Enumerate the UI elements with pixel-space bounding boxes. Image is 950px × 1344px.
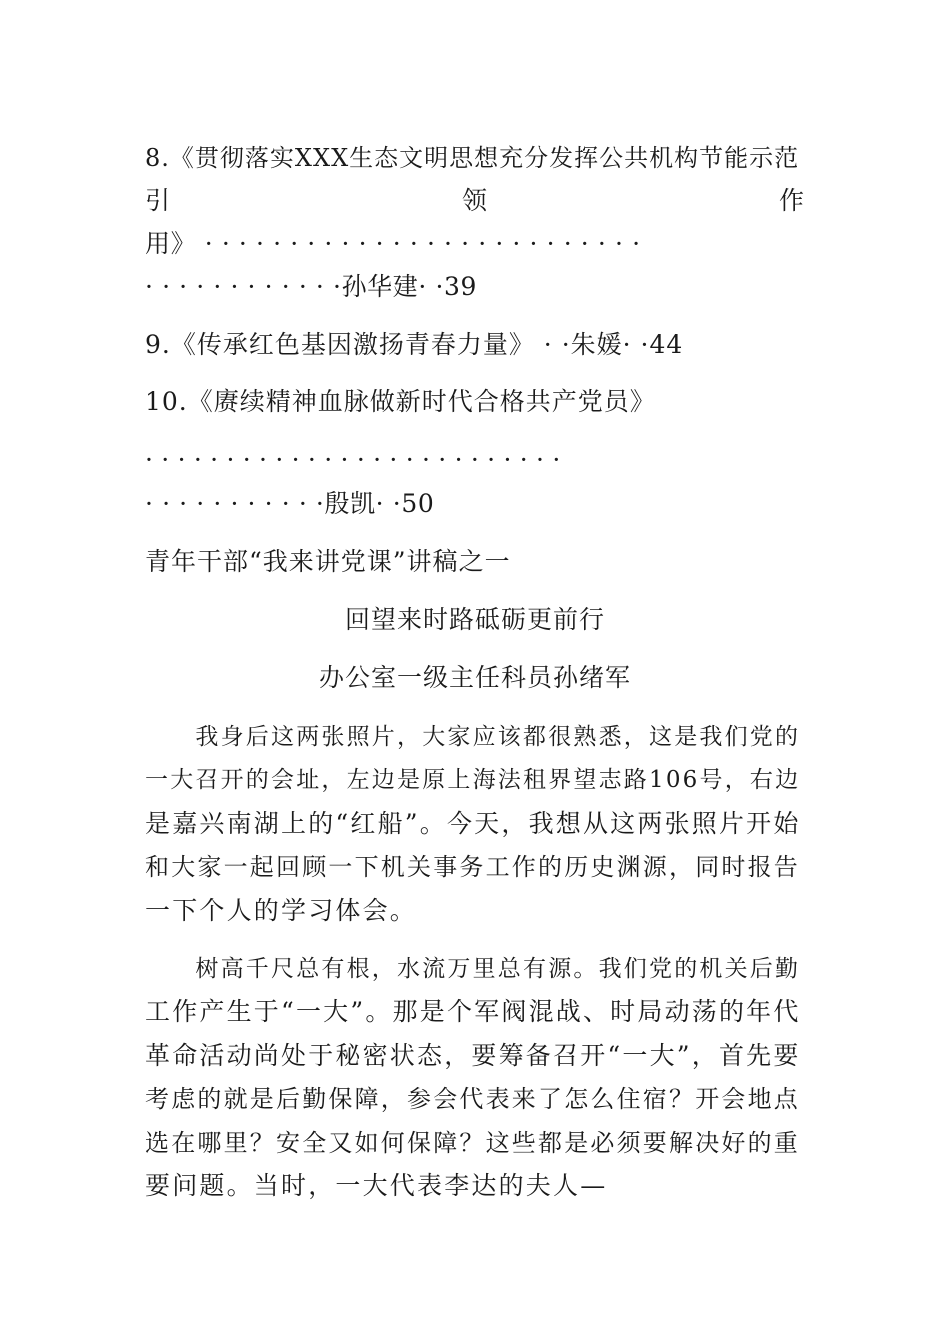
paragraph-2-line-1: 树高千尺总有根，水流万里总有源。我们党的机关后勤 [145,956,801,982]
paragraph-1-line-4: 和大家一起回顾一下机关事务工作的历史渊源，同时报告 [145,853,800,881]
toc-item-8-char-3: 作 [778,186,805,215]
paragraph-1-line-1: 我身后这两张照片，大家应该都很熟悉，这是我们党的 [145,724,801,750]
toc-item-8-char-2: 领 [461,186,488,215]
paragraph-2-line-3: 革命活动尚处于秘密状态，要筹备召开“一大”，首先要 [145,1041,801,1070]
paragraph-1-line-2: 一大召开的会址，左边是原上海法租界望志路106号，右边 [145,767,801,793]
toc-item-8-line-1: 8.《贯彻落实XXX生态文明思想充分发挥公共机构节能示范 [145,144,800,172]
toc-item-10-line-1: 10.《赓续精神血脉做新时代合格共产党员》 [145,387,656,416]
toc-item-8-line-2 [145,186,805,216]
paragraph-2-line-5: 选在哪里？安全又如何保障？这些都是必须要解决好的重 [145,1129,800,1157]
toc-item-8-line-4: · · · · · · · · · · · ·孙华建· ·39 [145,272,478,301]
article-author: 办公室一级主任科员孙绪军 [318,663,631,692]
paragraph-2-line-6: 要问题。当时，一大代表李达的夫人— [145,1171,608,1200]
article-title: 回望来时路砥砺更前行 [344,605,605,634]
paragraph-2-line-2: 工作产生于“一大”。那是个军阀混战、时局动荡的年代 [145,997,801,1026]
toc-item-8-line-3: 用》 · · · · · · · · · · · · · · · · · · · · · · · · · · [145,229,641,258]
toc-item-9: 9.《传承红色基因激扬青春力量》 · ·朱媛· ·44 [145,330,684,359]
paragraph-1-line-5: 一下个人的学习体会。 [145,896,418,925]
paragraph-2-line-4: 考虑的就是后勤保障，参会代表来了怎么住宿？开会地点 [145,1085,800,1113]
toc-item-8-char-1: 引 [145,186,172,215]
paragraph-1-line-3: 是嘉兴南湖上的“红船”。今天，我想从这两张照片开始 [145,809,801,838]
toc-item-10-line-3: · · · · · · · · · · ·殷凯· ·50 [145,489,435,518]
toc-item-10-line-2: · · · · · · · · · · · · · · · · · · · · · · · · · · [145,445,561,474]
series-label: 青年干部“我来讲党课”讲稿之一 [145,547,511,576]
